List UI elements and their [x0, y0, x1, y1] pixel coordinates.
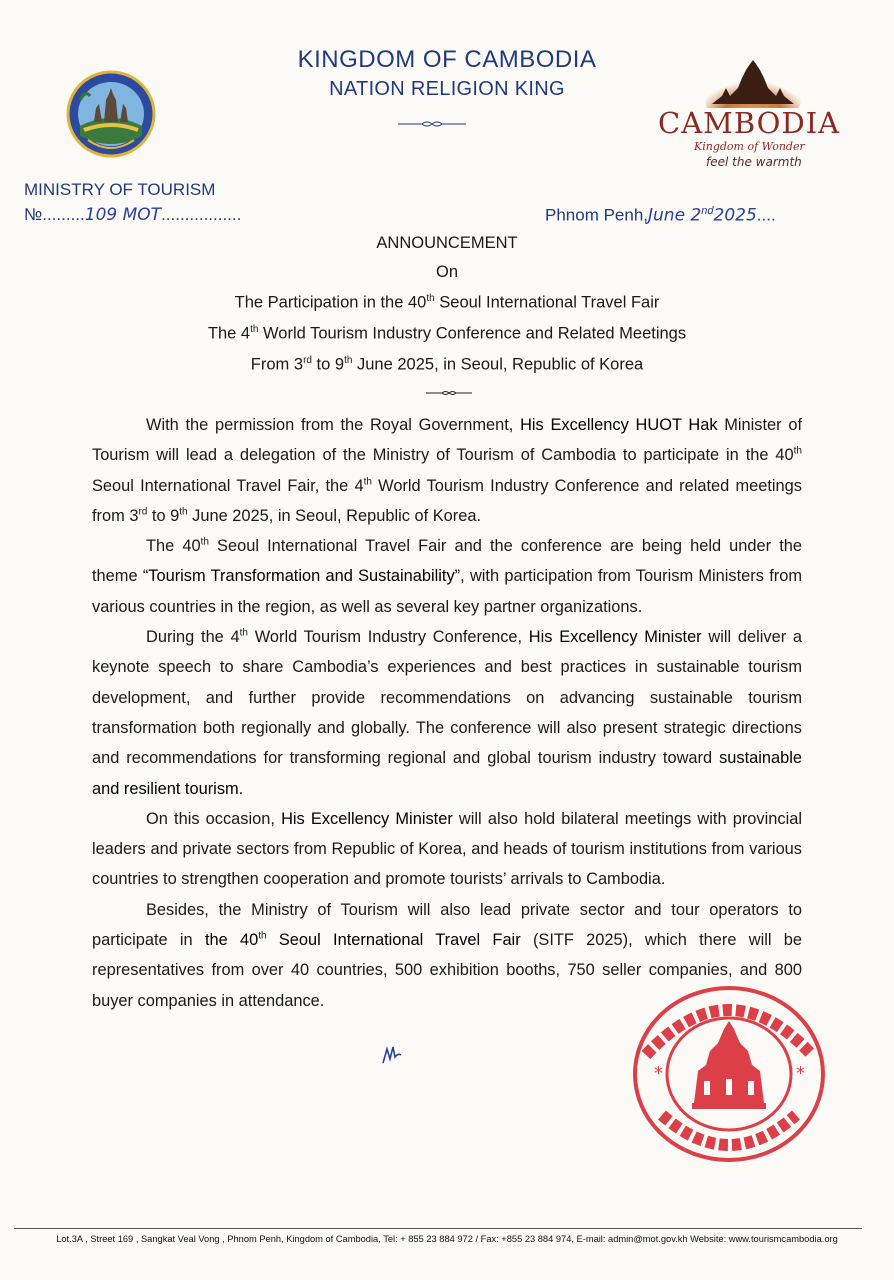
- footer-contact: Lot.3A , Street 169 , Sangkat Veal Vong , Phnom Penh, Kingdom of Cambodia, Tel: + 855 23 884 972 / Fax: +855 23 884 974, E-mail: admin@mot.gov.kh Website: www.tourismcambodia.org: [56, 1234, 838, 1244]
- ref-prefix: №: [24, 205, 43, 224]
- angkor-sunset-icon: [650, 58, 855, 108]
- title-line-fair: The Participation in the 40th Seoul International Travel Fair: [234, 293, 660, 312]
- paragraph-3: During the 4th World Tourism Industry Conference, His Excellency Minister will deliver a keynote speech to share Cambodia’s experiences and best practices in sustainable tourism development, and further provide recommendations on advancing sustainable tourism transformation both regionally and globally. The conference will also present strategic directions and recommendations for transforming regional and global tourism industry toward sustainable and resilient tourism.: [92, 627, 802, 798]
- header-kingdom: KINGDOM OF CAMBODIA: [297, 46, 597, 73]
- brand-tagline-2: feel the warmth: [706, 155, 802, 169]
- ministry-seal-logo-icon: [66, 70, 156, 158]
- header-ornament-icon: [398, 120, 466, 128]
- paragraph-1: With the permission from the Royal Government, His Excellency HUOT Hak Minister of Tourism will lead a delegation of the Ministry of Tourism of Cambodia to participate in the 40th Seoul International Travel Fair, the 4th World Tourism Industry Conference and related meetings from 3rd to 9th June 2025, in Seoul, Republic of Korea.: [92, 416, 803, 525]
- brand-name: CAMBODIA: [658, 106, 841, 140]
- title-line-dates: From 3rd to 9th June 2025, in Seoul, Republic of Korea: [250, 355, 644, 374]
- announcement-on: On: [435, 263, 458, 281]
- svg-text:*: *: [654, 1063, 663, 1084]
- date-handwritten: June 2: [648, 205, 702, 226]
- announcement-body: [92, 410, 802, 1016]
- title-ornament-icon: [426, 389, 472, 397]
- title-line-conference: The 4th World Tourism Industry Conference and Related Meetings: [207, 324, 687, 343]
- paragraph-4: On this occasion, His Excellency Minister will also hold bilateral meetings with provincial leaders and private sectors from Republic of Korea, and heads of tourism institutions from various countries to strengthen cooperation and promote tourists’ arrivals to Cambodia.: [92, 809, 802, 889]
- announcement-heading: ANNOUNCEMENT: [376, 234, 518, 252]
- reference-number: №.........109 MOT.................: [24, 205, 242, 225]
- brand-tagline-1: Kingdom of Wonder: [694, 140, 805, 153]
- svg-text:*: *: [796, 1063, 805, 1084]
- date-sup: nd: [701, 205, 714, 217]
- ref-number-handwritten: 109 MOT: [84, 205, 162, 225]
- footer-divider: [14, 1228, 862, 1229]
- header-motto: NATION RELIGION KING: [329, 78, 565, 100]
- paragraph-2: The 40th Seoul International Travel Fair and the conference are being held under the theme “Tourism Transformation and Sustainability”, with participation from Tourism Ministers from various countries in the region, as well as several key partner organizations.: [92, 536, 803, 616]
- paragraph-5: Besides, the Ministry of Tourism will also lead private sector and tour operators to participate in the 40th Seoul International Travel Fair (SITF 2025), which there will be representatives from over 40 countries, 500 exhibition booths, 750 seller companies, and 800 buyer companies in attendance.: [92, 900, 803, 1010]
- official-red-stamp-icon: [632, 985, 826, 1163]
- ministry-name: MINISTRY OF TOURISM: [24, 180, 216, 199]
- date-year: 2025: [713, 205, 757, 226]
- cambodia-brand-logo: [650, 58, 855, 176]
- handwritten-initial-icon: [381, 1043, 403, 1065]
- place-prefix: Phnom Penh,: [545, 205, 649, 225]
- place-and-date: Phnom Penh,June 2nd2025....: [545, 205, 776, 226]
